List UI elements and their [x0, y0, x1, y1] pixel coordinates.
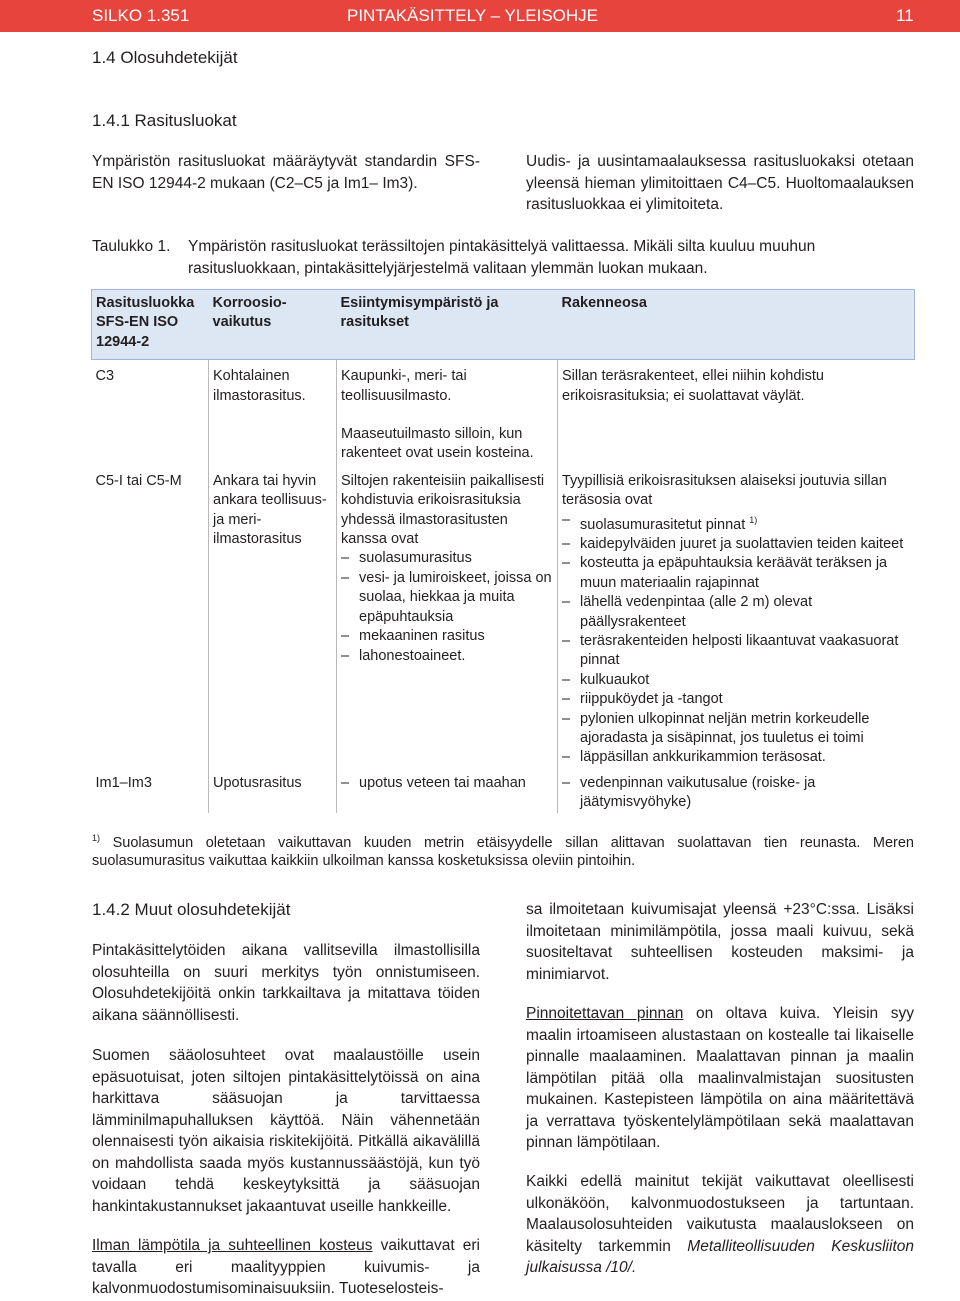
header-class: Rasitusluokka SFS-EN ISO 12944-2 — [92, 290, 209, 360]
footnote-ref: 1) — [749, 514, 758, 525]
structure-list — [562, 511, 911, 768]
right-paragraph-1: sa ilmoitetaan kuivumisajat yleensä +23°C:ssa. Lisäksi ilmoitetaan minimilämpötila, jossa maali kuivuu, sekä suositeltavat suhteellisen kosteuden maksimi- ja minimiarvot. — [526, 901, 914, 983]
cell-class: C3 — [95, 368, 115, 385]
table-caption-label: Taulukko 1. — [92, 238, 171, 255]
env-list — [341, 774, 553, 793]
list-item: – upotus veteen tai maahan — [341, 774, 553, 793]
term-link: Ilman lämpötila ja suhteellinen kosteus — [92, 1237, 373, 1254]
list-item: – vedenpinnan vaikutusalue (roiske- ja jäätymisvyöhyke) — [562, 774, 911, 813]
cell-effect: Ankara tai hyvin ankara teollisuus- ja meri-ilmastorasitus — [209, 468, 337, 768]
page-number: 11 — [896, 6, 914, 25]
table-row — [92, 360, 915, 468]
intro-left-paragraph: Ympäristön rasitusluokat määräytyvät standardin SFS-EN ISO 12944-2 mukaan (C2–C5 ja Im1– Im3). — [92, 153, 480, 192]
cell-structure — [558, 768, 915, 813]
cell-environment — [337, 360, 558, 468]
table-row — [92, 468, 915, 768]
cell-class: C5-I tai C5-M — [95, 472, 182, 489]
list-item: – suolasumurasitus — [341, 549, 553, 568]
structure-list — [562, 774, 911, 813]
list-item: – mekaaninen rasitus — [341, 627, 553, 646]
page-header — [0, 0, 960, 32]
table-caption-text: Ympäristön rasitusluokat terässiltojen pintakäsittelyä valittaessa. Mikäli silta kuuluu muuhun rasitusluokkaan, pintakäsittelyjärjestelmä valitaan ylemmän luokan mukaan. — [188, 238, 816, 277]
env-text: Maaseutuilmasto silloin, kun rakenteet ovat usein kosteina. — [341, 426, 534, 462]
list-item: – suolasumurasitetut pinnat $^{1)}$ — [562, 511, 911, 535]
list-item: – teräsrakenteiden helposti likaantuvat vaakasuorat pinnat — [562, 632, 911, 671]
rasitusluokat-table — [91, 289, 915, 813]
list-item: – kaidepylväiden juuret ja suolattavien teiden kaiteet — [562, 535, 911, 554]
env-text: Kaupunki-, meri- tai teollisuusilmasto. — [341, 368, 467, 404]
structure-intro: Tyypillisiä erikoisrasituksen alaiseksi joutuvia sillan teräsosia ovat — [562, 472, 887, 509]
term-link: Pinnoitettavan pinnan — [526, 1005, 684, 1022]
header-effect: Korroosio-vaikutus — [209, 290, 337, 360]
intro-right-paragraph: Uudis- ja uusintamaalauksessa rasitusluokaksi otetaan yleensä hieman ylimitoittaen C4–C5. Huoltomaalauksen rasitusluokkaa ei ylimitoiteta. — [526, 153, 914, 213]
section-heading-1-4-2: 1.4.2 Muut olosuhdetekijät — [92, 900, 291, 919]
list-item: – kosteutta ja epäpuhtauksia keräävät teräksen ja muun materiaalin rajapinnat — [562, 554, 911, 593]
cell-environment — [337, 768, 558, 813]
list-item: – lähellä vedenpintaa (alle 2 m) olevat päällysrakenteet — [562, 593, 911, 632]
list-item: – riippuköydet ja -tangot — [562, 690, 911, 709]
reference: Metalliteollisuuden Keskusliiton julkaisussa /10/. — [526, 1237, 914, 1276]
header-structure: Rakenneosa — [558, 290, 915, 360]
list-item: – kulkuaukot — [562, 671, 911, 690]
table-row — [92, 768, 915, 813]
right-paragraph-2: Pinnoitettavan pinnan on oltava kuiva. Yleisin syy maalin irtoamiseen alustastaan on kostealle tai likaiselle pinnalle maalaaminen. Maalattavan pinnan ja maalin lämpötilan pitää olla maalinvalmistajan suositusten mukainen. Kastepisteen lämpötila on aina määritettävä ja verrattava työskentelylämpötilaan sekä maalattavan pinnan lämpötilaan. — [526, 1005, 914, 1151]
cell-effect: Upotusrasitus — [209, 768, 337, 813]
left-paragraph-3: Ilman lämpötila ja suhteellinen kosteus vaikuttavat eri tavalla eri maalityyppien kuivumis- ja kalvonmuodostumisominaisuuksiin. Tuoteselosteis- — [92, 1237, 480, 1297]
list-item: – vesi- ja lumiroiskeet, joissa on suolaa, hiekkaa ja muita epäpuhtauksia — [341, 569, 553, 627]
section-heading-1-4: 1.4 Olosuhdetekijät — [92, 48, 238, 67]
footnote-text: Suolasumun oletetaan vaikuttavan kuuden metrin etäisyydelle sillan alittavan suolattavan tien reunasta. Meren suolasumurasitus vaikuttaa kaikkiin ulkoilman kanssa kosketuksissa oleviin pintoihin. — [92, 834, 914, 870]
left-paragraph-2: Suomen sääolosuhteet ovat maalaustöille usein epäsuotuisat, joten siltojen pintakäsittelytöissä on aina harkittava sääsuojan ja tarvittaessa lämminilmapuhalluksen käyttöä. Näin vähennetään olennaisesti työn aikaisia riskitekijöitä. Pitkällä aikavälillä on mahdollista saada myös kustannussäästöjä, kun työ voidaan tehdä keskeytyksittä ja sääsuojan hankintakustannukset jakaantuvat useille hankkeille. — [92, 1047, 480, 1215]
cell-structure — [558, 468, 915, 768]
cell-structure: Sillan teräsrakenteet, ellei niihin kohdistu erikoisrasituksia; ei suolattavat väylät. — [558, 360, 915, 468]
footnote — [92, 829, 914, 871]
doc-code: SILKO 1.351 — [92, 6, 190, 25]
env-intro: Siltojen rakenteisiin paikallisesti kohdistuvia erikoisrasituksia yhdessä ilmastorasitusten kanssa ovat — [341, 472, 545, 548]
cell-effect: Kohtalainen ilmastorasitus. — [209, 360, 337, 468]
cell-environment — [337, 468, 558, 768]
list-item: – lahonestoaineet. — [341, 647, 553, 666]
header-environment: Esiintymisympäristö ja rasitukset — [337, 290, 558, 360]
table-header-row — [92, 290, 915, 360]
list-item: – läppäsillan ankkurikammion teräsosat. — [562, 748, 911, 767]
doc-title: PINTAKÄSITTELY – YLEISOHJE — [347, 6, 598, 25]
list-item: – pylonien ulkopinnat neljän metrin korkeudelle ajoradasta ja sisäpinnat, jos tuuletus ei toimi — [562, 710, 911, 749]
footnote-mark: 1) — [92, 833, 101, 843]
section-heading-1-4-1: 1.4.1 Rasitusluokat — [92, 111, 237, 130]
left-paragraph-1: Pintakäsittelytöiden aikana vallitsevilla ilmastollisilla olosuhteilla on suuri merkitys työn onnistumiseen. Olosuhdetekijöitä onkin tarkkailtava ja mitattava töiden aikana säännöllisesti. — [92, 942, 480, 1024]
env-list — [341, 549, 553, 665]
cell-class: Im1–Im3 — [95, 774, 152, 791]
right-paragraph-3: Kaikki edellä mainitut tekijät vaikuttavat oleellisesti ulkonäköön, kalvonmuodostukseen ja tartuntaan. Maalausolosuhteiden vaikutusta maalauslokseen on käsitelty tarkemmin Metalliteollisuuden Keskusliiton julkaisussa /10/. — [526, 1173, 914, 1276]
